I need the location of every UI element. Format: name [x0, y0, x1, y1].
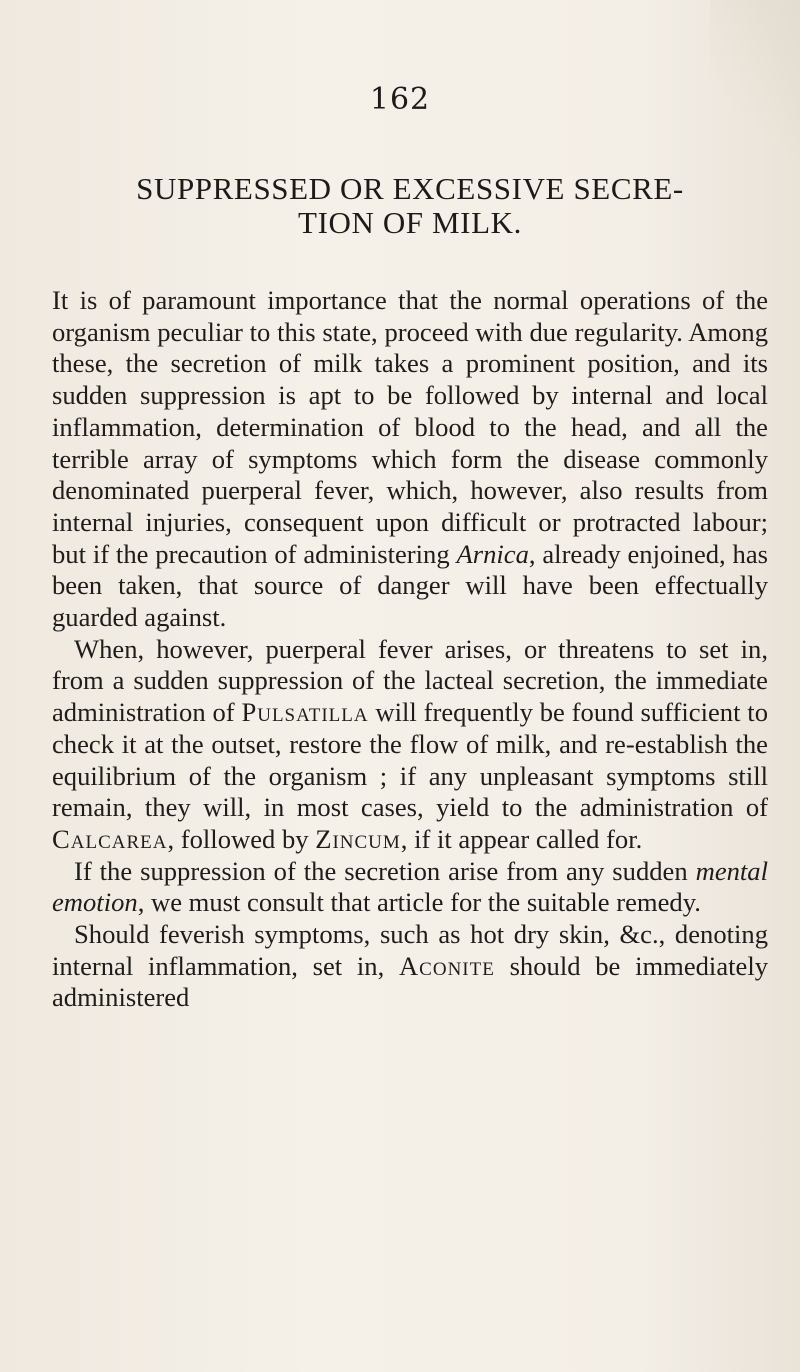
paragraph-2-text: When, however, puerperal fever arises, or threatens to set in, from a sudden suppression of the lacteal secretion, the immediate administration of — [52, 633, 768, 728]
paragraph-2-text-mid2: , followed by — [167, 823, 316, 854]
paragraph-1-text-after: , already enjoined, has been taken, that source of danger will have been effectually guarded against. — [52, 538, 769, 633]
paragraph-1 — [52, 285, 768, 634]
paragraph-2-text-end: , if it appear called for. — [400, 823, 643, 854]
paragraph-4-text-end: should be immediately administered — [52, 950, 768, 1013]
paragraph-3-text: If the suppression of the secretion arise from any sudden — [74, 855, 696, 886]
chapter-title — [50, 172, 770, 240]
body-text — [52, 285, 768, 1014]
chapter-title-line-1: SUPPRESSED OR EXCESSIVE SECRE- — [136, 171, 684, 206]
paragraph-2 — [52, 634, 768, 856]
paragraph-2-text-mid: will frequently be found sufficient to check it at the outset, restore the flow of milk, and re-establish the equilibrium of the organism ; if any unpleasant symptoms still remain, they will, in most cases, yield to the administration of — [52, 697, 768, 823]
remedy-arnica: Arnica — [456, 538, 529, 569]
paragraph-4-text: Should feverish symptoms, such as hot dry skin, &c., denoting internal inflammation, set in, — [52, 919, 768, 981]
paragraph-1-text: It is of paramount importance that the normal operations of the organism peculiar to this state, proceed with due regularity. Among these, the secretion of milk takes a prominent position, and its sudden suppression is apt to be followed by internal and local inflammation, determination of blood to the head, and all the terrible array of symptoms which form the disease commonly denominated puerperal fever, which, however, also results from internal injuries, consequent upon difficult or protracted labour; but if the precaution of administering — [52, 285, 768, 569]
chapter-title-line-2: TION OF MILK. — [298, 205, 522, 240]
remedy-pulsatilla: Pulsatilla — [241, 697, 369, 728]
page-number: 162 — [369, 82, 431, 117]
remedy-zincum: Zincum — [315, 823, 401, 854]
paragraph-3-text-end: , we must consult that article for the suitable remedy. — [137, 887, 701, 918]
remedy-aconite: Aconite — [398, 950, 495, 981]
paragraph-4 — [52, 919, 768, 1014]
remedy-calcarea: Calcarea — [52, 823, 168, 854]
paper-stain — [710, 0, 800, 160]
emphasis-mental-emotion: mental emotion — [52, 855, 768, 918]
paragraph-3 — [52, 856, 768, 919]
